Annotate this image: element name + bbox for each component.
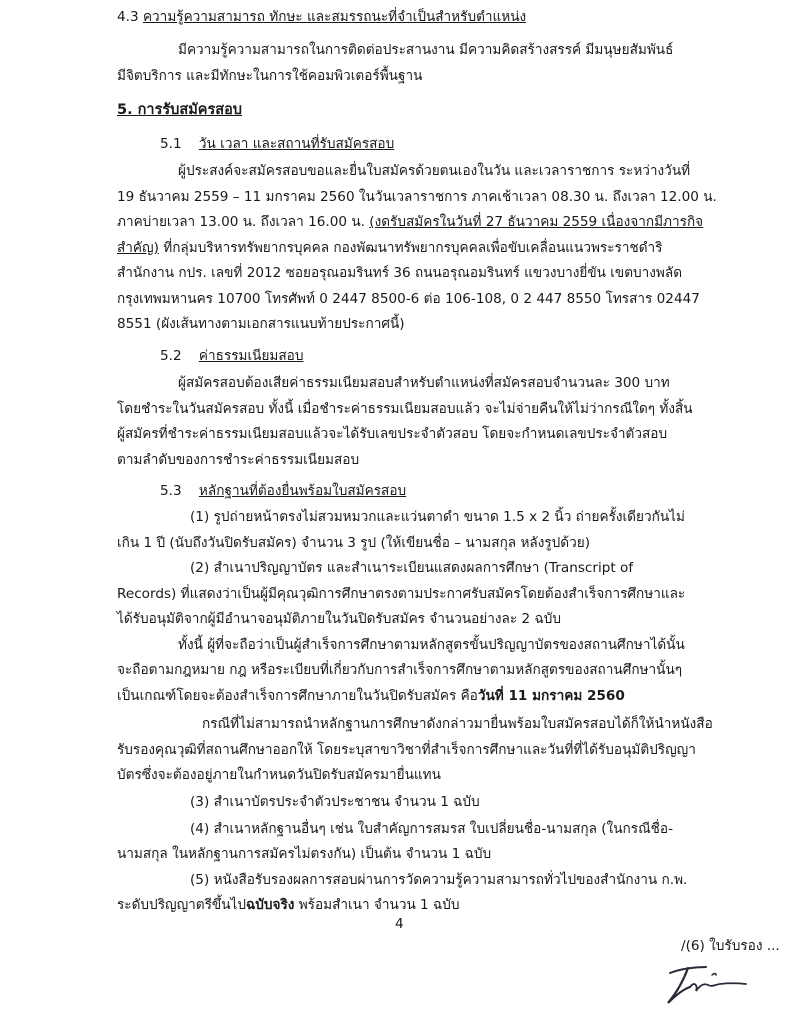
section-5-1-line <box>117 213 703 231</box>
section-5-3-note-1-text: เป็นเกณฑ์โดยจะต้องสำเร็จการศึกษาภายในวันปิดรับสมัคร คือ <box>117 688 478 704</box>
section-4-3-title: ความรู้ความสามารถ ทักษะ และสมรรถนะที่จำเป็นสำหรับตำแหน่ง <box>142 9 527 25</box>
section-5-3-note-2: บัตรซึ่งจะต้องอยู่ภายในกำหนดวันปิดรับสมัครมายื่นแทน <box>117 767 441 783</box>
section-5-3-item-2: Records) ที่แสดงว่าเป็นผู้มีคุณวุฒิการศึกษาตรงตามประกาศรับสมัครโดยต้องสำเร็จการศึกษาและ <box>117 586 686 602</box>
section-5-2-heading <box>160 347 303 365</box>
section-5-3-item-5: (5) หนังสือรับรองผลการสอบผ่านการวัดความรู้ความสามารถทั่วไปของสำนักงาน ก.พ. <box>190 872 688 888</box>
item-5-original: ฉบับจริง <box>245 897 295 913</box>
section-5-3-title: หลักฐานที่ต้องยื่นพร้อมใบสมัครสอบ <box>198 483 407 499</box>
section-5-2-line: ตามลำดับของการชำระค่าธรรมเนียมสอบ <box>117 452 360 468</box>
section-5-1-line: 8551 (ผังเส้นทางตามเอกสารแนบท้ายประกาศนี้) <box>117 316 405 332</box>
section-4-3-number: 4.3 <box>117 9 139 25</box>
continuation-marker: /(6) ใบรับรอง ... <box>681 938 780 954</box>
section-5-1-closure-note-end: สำคัญ) <box>117 240 159 256</box>
section-5-3-note-1: จะถือตามกฎหมาย กฎ หรือระเบียบที่เกี่ยวกับการสำเร็จการศึกษาตามหลักสูตรของสถานศึกษานั้นๆ <box>117 662 683 678</box>
section-5-2-number: 5.2 <box>160 348 182 364</box>
section-4-3-line: มีจิตบริการ และมีทักษะในการใช้คอมพิวเตอร์พื้นฐาน <box>117 68 423 84</box>
item-5-level: ระดับปริญญาตรีขึ้นไป <box>117 897 246 913</box>
section-5-1-line: 19 ธันวาคม 2559 – 11 มกราคม 2560 ในวันเวลาราชการ ภาคเช้าเวลา 08.30 น. ถึงเวลา 12.00 น. <box>117 189 717 205</box>
section-5-heading: 5. การรับสมัครสอบ <box>117 102 243 118</box>
section-4-3-line: มีความรู้ความสามารถในการติดต่อประสานงาน มีความคิดสร้างสรรค์ มีมนุษยสัมพันธ์ <box>178 42 674 58</box>
section-5-3-item-4: นามสกุล ในหลักฐานการสมัครไม่ตรงกัน) เป็นต้น จำนวน 1 ฉบับ <box>117 846 492 862</box>
section-5-1-title: วัน เวลา และสถานที่รับสมัครสอบ <box>198 136 395 152</box>
section-5-2-line: ผู้สมัครสอบต้องเสียค่าธรรมเนียมสอบสำหรับตำแหน่งที่สมัครสอบจำนวนละ 300 บาท <box>178 375 670 391</box>
section-5-3-item-4: (4) สำเนาหลักฐานอื่นๆ เช่น ใบสำคัญการสมรส ใบเปลี่ยนชื่อ-นามสกุล (ในกรณีชื่อ- <box>190 821 673 837</box>
section-5-2-title: ค่าธรรมเนียมสอบ <box>198 348 304 364</box>
section-5-3-note-2: กรณีที่ไม่สามารถนำหลักฐานการศึกษาดังกล่าวมายื่นพร้อมใบสมัครสอบได้ก็ให้นำหนังสือ <box>202 716 713 732</box>
section-5-1-line: กรุงเทพมหานคร 10700 โทรศัพท์ 0 2447 8500-6 ต่อ 106-108, 0 2 447 8550 โทรสาร 02447 <box>117 291 700 307</box>
section-5-1-location-text: ที่กลุ่มบริหารทรัพยากรบุคคล กองพัฒนาทรัพยากรบุคคลเพื่อขับเคลื่อนแนวพระราชดำริ <box>158 240 663 256</box>
section-5-2-line: ผู้สมัครที่ชำระค่าธรรมเนียมสอบแล้วจะได้รับเลขประจำตัวสอบ โดยจะกำหนดเลขประจำตัวสอบ <box>117 426 668 442</box>
section-5-3-item-2: ได้รับอนุมัติจากผู้มีอำนาจอนุมัติภายในวันปิดรับสมัคร จำนวนอย่างละ 2 ฉบับ <box>117 611 561 627</box>
section-5-3-item-1: เกิน 1 ปี (นับถึงวันปิดรับสมัคร) จำนวน 3 รูป (ให้เขียนชื่อ – นามสกุล หลังรูปด้วย) <box>117 535 591 551</box>
page-number: 4 <box>395 916 404 932</box>
section-5-3-item-3: (3) สำเนาบัตรประจำตัวประชาชน จำนวน 1 ฉบับ <box>190 794 480 810</box>
section-4-3-heading <box>117 8 526 26</box>
section-5-1-line: ผู้ประสงค์จะสมัครสอบขอและยื่นใบสมัครด้วยตนเองในวัน และเวลาราชการ ระหว่างวันที่ <box>178 163 691 179</box>
item-5-copy: พร้อมสำเนา จำนวน 1 ฉบับ <box>294 897 460 913</box>
section-5-1-line <box>117 239 662 257</box>
section-5-3-note-1: ทั้งนี้ ผู้ที่จะถือว่าเป็นผู้สำเร็จการศึกษาตามหลักสูตรขั้นปริญญาบัตรของสถานศึกษาได้นั้น <box>178 637 685 653</box>
section-5-3-note-1 <box>117 687 625 705</box>
section-5-1-heading <box>160 135 394 153</box>
section-5-1-number: 5.1 <box>160 136 182 152</box>
section-5-3-number: 5.3 <box>160 483 182 499</box>
section-5-3-item-2: (2) สำเนาปริญญาบัตร และสำเนาระเบียนแสดงผลการศึกษา (Transcript of <box>190 560 634 576</box>
section-5-3-note-2: รับรองคุณวุฒิที่สถานศึกษาออกให้ โดยระบุสาขาวิชาที่สำเร็จการศึกษาและวันที่ที่ได้รับอนุมัติปริญญา <box>117 742 696 758</box>
section-5-1-line: สำนักงาน กปร. เลขที่ 2012 ซอยอรุณอมรินทร์ 36 ถนนอรุณอมรินทร์ แขวงบางยี่ขัน เขตบางพลัด <box>117 265 683 281</box>
closing-date: วันที่ 11 มกราคม 2560 <box>477 688 625 704</box>
section-5-3-item-5 <box>117 896 460 914</box>
section-5-1-time-text: ภาคบ่ายเวลา 13.00 น. ถึงเวลา 16.00 น. <box>117 214 370 230</box>
signature <box>650 955 760 1010</box>
section-5-2-line: โดยชำระในวันสมัครสอบ ทั้งนี้ เมื่อชำระค่าธรรมเนียมสอบแล้ว จะไม่จ่ายคืนให้ไม่ว่ากรณีใดๆ ทั้งสิ้น <box>117 401 693 417</box>
section-5-3-heading <box>160 482 406 500</box>
section-5-1-closure-note: (งดรับสมัครในวันที่ 27 ธันวาคม 2559 เนื่องจากมีภารกิจ <box>369 214 704 230</box>
section-5-3-item-1: (1) รูปถ่ายหน้าตรงไม่สวมหมวกและแว่นตาดำ ขนาด 1.5 x 2 นิ้ว ถ่ายครั้งเดียวกันไม่ <box>190 509 685 525</box>
